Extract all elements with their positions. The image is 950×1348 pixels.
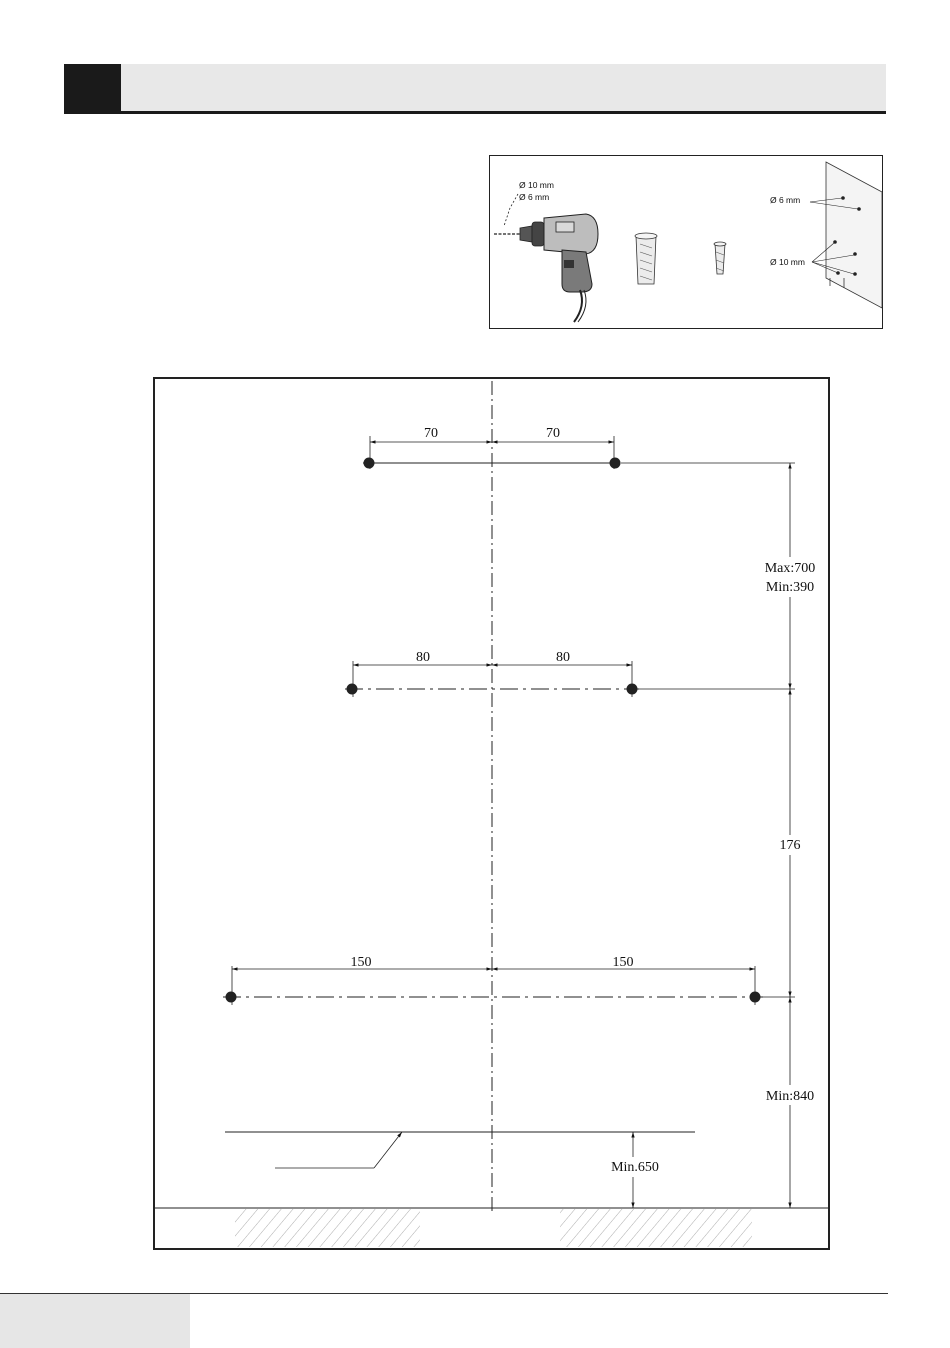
floor-hatch-left — [235, 1209, 420, 1247]
wall-hole-marker — [841, 196, 845, 200]
hole-row-bottom — [223, 955, 795, 1005]
dim-floor-clearance: Min:840 — [765, 1089, 815, 1104]
section-header-bar — [64, 64, 886, 114]
dim-bottom-left: 150 — [350, 955, 372, 970]
dim-bottom-right: 150 — [612, 955, 634, 970]
mounting-hole-marker — [750, 992, 761, 1003]
dim-min-range: Min:390 — [765, 580, 815, 595]
mounting-hole-marker — [347, 684, 358, 695]
vertical-dimension-chain — [757, 463, 823, 1208]
wall-plug-small-icon — [714, 242, 726, 274]
floor-hatch-right — [560, 1209, 752, 1247]
drill-icon — [494, 214, 598, 322]
hole-row-middle — [345, 650, 795, 697]
section-number-box — [64, 64, 121, 111]
hole-row-top — [363, 426, 795, 469]
drill-bit-leader — [504, 194, 518, 226]
wall-panel-icon — [826, 162, 882, 308]
wall-hole-marker — [857, 207, 861, 211]
counter-reference — [225, 1132, 695, 1208]
wall-hole-marker — [836, 271, 840, 275]
wall-hole-marker — [833, 240, 837, 244]
dim-counter-clearance: Min.650 — [611, 1160, 659, 1175]
mounting-hole-marker — [627, 684, 638, 695]
mounting-hole-marker — [610, 458, 621, 469]
drill-bit-10-label: Ø 10 mm — [519, 180, 554, 190]
wall-hole-marker — [853, 252, 857, 256]
dim-vertical-spacing: 176 — [779, 838, 801, 853]
tools-svg — [490, 156, 884, 330]
mounting-hole-marker — [226, 992, 237, 1003]
tools-illustration — [489, 155, 883, 329]
dim-top-right: 70 — [546, 426, 560, 441]
wall-hole-10-label: Ø 10 mm — [770, 257, 805, 267]
drill-bit-6-label: Ø 6 mm — [519, 192, 550, 202]
dim-top-left: 70 — [424, 426, 438, 441]
dim-max-range: Max:700 — [764, 561, 816, 576]
dim-mid-right: 80 — [556, 650, 570, 665]
floor-section — [155, 1208, 828, 1247]
diagram-svg — [155, 379, 828, 1248]
footer-tab — [0, 1294, 190, 1348]
wall-hole-6-label: Ø 6 mm — [770, 195, 801, 205]
mounting-hole-marker — [364, 458, 375, 469]
wall-hole-marker — [853, 272, 857, 276]
dim-mid-left: 80 — [416, 650, 430, 665]
wall-plug-large-icon — [635, 233, 657, 284]
mounting-template-diagram — [153, 377, 830, 1250]
